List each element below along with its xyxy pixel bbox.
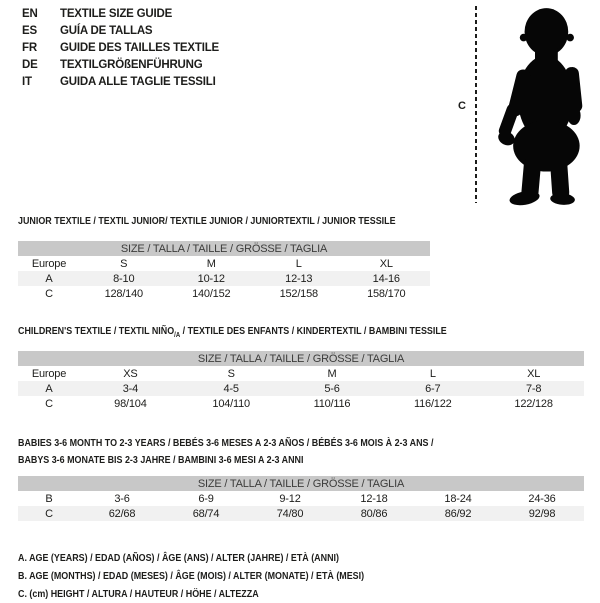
size-value-cell: 18-24 bbox=[444, 492, 472, 505]
children-size-table bbox=[18, 351, 584, 411]
size-value-cell: 6-7 bbox=[382, 381, 483, 396]
section-heading: BABIES 3-6 MONTH TO 2-3 YEARS / BEBÉS 3-6 MESES A 2-3 AÑOS / BÉBÉS 3-6 MOIS À 2-3 ANS / BABYS 3-6 MONATE BIS 2-3 JAHRE / BAMBINI 3-6 MESI A 2-3 ANNI bbox=[18, 437, 434, 467]
table-row bbox=[18, 286, 430, 301]
height-dashed-line bbox=[475, 6, 477, 203]
table-row bbox=[18, 366, 584, 381]
measurement-figure bbox=[458, 6, 592, 206]
size-value-cell: 116/122 bbox=[414, 397, 452, 410]
size-header-row bbox=[18, 351, 584, 366]
junior-size-table bbox=[18, 241, 430, 301]
language-row-es bbox=[22, 25, 219, 42]
size-value-cell: 14-16 bbox=[343, 271, 431, 286]
babies-size-table bbox=[18, 476, 584, 521]
size-value-cell: S bbox=[227, 367, 235, 380]
section-heading: JUNIOR TEXTILE / TEXTIL JUNIOR/ TEXTILE JUNIOR / JUNIORTEXTIL / JUNIOR TESSILE bbox=[18, 215, 396, 227]
size-value-cell: 12-13 bbox=[255, 271, 343, 286]
size-value-cell: 6-9 bbox=[198, 492, 214, 505]
language-row-de bbox=[22, 59, 219, 76]
size-value-cell: 68/74 bbox=[164, 506, 248, 521]
language-code: DE bbox=[22, 59, 38, 71]
row-label: C bbox=[18, 506, 80, 521]
language-list bbox=[22, 8, 219, 93]
size-value-cell: L bbox=[295, 257, 302, 270]
size-value-cell: 3-6 bbox=[114, 492, 130, 505]
size-value-cell: 24-36 bbox=[528, 492, 556, 505]
footnote-age-months: B. AGE (MONTHS) / EDAD (MESES) / ÂGE (MOIS) / ALTER (MONATE) / ETÀ (MESI) bbox=[18, 570, 365, 583]
size-value-cell: 104/110 bbox=[212, 397, 250, 410]
table-row bbox=[18, 506, 584, 521]
table-row bbox=[18, 271, 430, 286]
language-title: TEXTILE SIZE GUIDE bbox=[60, 8, 173, 20]
row-label: A bbox=[18, 271, 80, 286]
language-title: GUÍA DE TALLAS bbox=[60, 25, 153, 37]
language-row-fr bbox=[22, 42, 219, 59]
row-label: Europe bbox=[31, 367, 67, 380]
size-value-cell: 10-12 bbox=[168, 271, 256, 286]
size-value-cell: 8-10 bbox=[80, 271, 168, 286]
header-area bbox=[0, 0, 600, 211]
baby-silhouette-icon bbox=[497, 6, 592, 206]
table-row bbox=[18, 381, 584, 396]
size-value-cell: 86/92 bbox=[416, 506, 500, 521]
language-title: GUIDA ALLE TAGLIE TESSILI bbox=[60, 76, 216, 88]
size-value-cell: 3-4 bbox=[80, 381, 181, 396]
size-value-cell: L bbox=[429, 367, 436, 380]
row-label: B bbox=[45, 492, 53, 505]
footnotes bbox=[18, 549, 600, 603]
size-value-cell: 12-18 bbox=[360, 492, 388, 505]
size-value-cell: 158/170 bbox=[367, 287, 406, 300]
language-title: TEXTILGRÖßENFÜHRUNG bbox=[60, 59, 203, 71]
language-title: GUIDE DES TAILLES TEXTILE bbox=[60, 42, 219, 54]
footnote-height-cm: C. (cm) HEIGHT / ALTURA / HAUTEUR / HÖHE / ALTEZZA bbox=[18, 588, 259, 601]
size-value-cell: 5-6 bbox=[282, 381, 383, 396]
size-value-cell: 92/98 bbox=[500, 506, 584, 521]
size-value-cell: 122/128 bbox=[514, 397, 553, 410]
language-code: FR bbox=[22, 42, 37, 54]
size-value-cell: 74/80 bbox=[248, 506, 332, 521]
language-row-en bbox=[22, 8, 219, 25]
size-value-cell: 110/116 bbox=[313, 397, 351, 410]
size-value-cell: XL bbox=[379, 257, 393, 270]
size-value-cell: S bbox=[120, 257, 128, 270]
size-value-cell: 140/152 bbox=[192, 287, 231, 300]
section-babies-textile bbox=[18, 437, 600, 521]
section-heading: CHILDREN'S TEXTILE / TEXTIL $NIÑO_{/A}$ / TEXTILE DES ENFANTS / KINDERTEXTIL / BAMBINI TESSILE bbox=[18, 325, 447, 340]
size-header-bar: SIZE / TALLA / TAILLE / GRÖSSE / TAGLIA bbox=[18, 476, 584, 491]
language-code: EN bbox=[22, 8, 38, 20]
size-value-cell: 80/86 bbox=[332, 506, 416, 521]
row-label: Europe bbox=[31, 257, 67, 270]
table-row bbox=[18, 396, 584, 411]
size-value-cell: XS bbox=[123, 367, 138, 380]
size-header-row bbox=[18, 476, 584, 491]
size-value-cell: 7-8 bbox=[483, 381, 584, 396]
language-code: ES bbox=[22, 25, 37, 37]
size-value-cell: M bbox=[206, 257, 216, 270]
size-value-cell: 152/158 bbox=[279, 287, 318, 300]
row-label: C bbox=[45, 287, 53, 300]
size-header-bar: SIZE / TALLA / TAILLE / GRÖSSE / TAGLIA bbox=[18, 241, 430, 256]
size-value-cell: 4-5 bbox=[181, 381, 282, 396]
size-value-cell: 9-12 bbox=[279, 492, 301, 505]
table-row bbox=[18, 491, 584, 506]
section-children-textile bbox=[18, 325, 600, 411]
size-value-cell: 62/68 bbox=[80, 506, 164, 521]
size-header-bar: SIZE / TALLA / TAILLE / GRÖSSE / TAGLIA bbox=[18, 351, 584, 366]
table-row bbox=[18, 256, 430, 271]
size-value-cell: 98/104 bbox=[114, 397, 147, 410]
section-junior-textile bbox=[18, 211, 600, 301]
size-value-cell: M bbox=[327, 367, 337, 380]
size-value-cell: XL bbox=[527, 367, 541, 380]
language-code: IT bbox=[22, 76, 32, 88]
size-header-row bbox=[18, 241, 430, 256]
language-row-it bbox=[22, 76, 219, 93]
row-label: A bbox=[18, 381, 80, 396]
row-label: C bbox=[45, 397, 53, 410]
size-value-cell: 128/140 bbox=[104, 287, 143, 300]
footnote-age-years: A. AGE (YEARS) / EDAD (AÑOS) / ÂGE (ANS) / ALTER (JAHRE) / ETÀ (ANNI) bbox=[18, 552, 339, 565]
height-measure-label: C bbox=[458, 100, 466, 112]
